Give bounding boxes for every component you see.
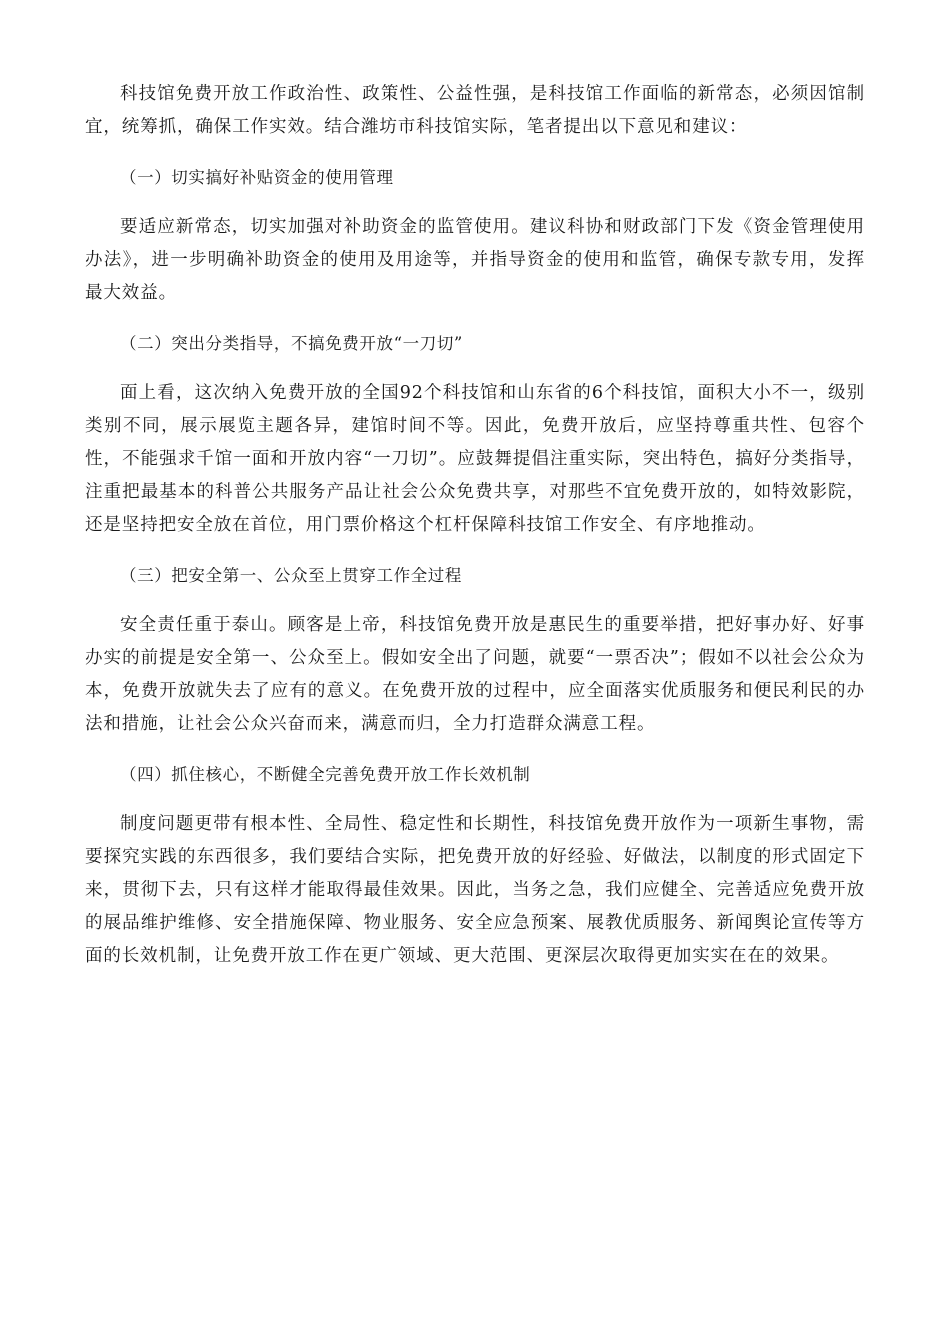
section-heading-1: （一）切实搞好补贴资金的使用管理 — [120, 168, 394, 187]
section-body-2: 面上看，这次纳入免费开放的全国92个科技馆和山东省的6个科技馆，面积大小不一，级别类别不同，展示展览主题各异，建馆时间不等。因此，免费开放后，应坚持尊重共性、包容个性，不能强求千馆一面和开放内容“一刀切”。应鼓舞提倡注重实际，突出特色，搞好分类指导，注重把最基本的科普公共服务产品让社会公众免费共享，对那些不宜免费开放的，如特效影院，还是坚持把安全放在首位，用门票价格这个杠杆保障科技馆工作安全、有序地推动。 — [85, 383, 865, 535]
section-heading-4: （四）抓住核心，不断健全完善免费开放工作长效机制 — [120, 765, 531, 784]
section-heading-3: （三）把安全第一、公众至上贯穿工作全过程 — [120, 566, 462, 585]
intro-paragraph: 科技馆免费开放工作政治性、政策性、公益性强，是科技馆工作面临的新常态，必须因馆制宜，统筹抓，确保工作实效。结合潍坊市科技馆实际，笔者提出以下意见和建议： — [85, 84, 865, 137]
section-heading-2: （二）突出分类指导，不搞免费开放“一刀切” — [120, 334, 463, 353]
section-body-3: 安全责任重于泰山。顾客是上帝，科技馆免费开放是惠民生的重要举措，把好事办好、好事办实的前提是安全第一、公众至上。假如安全出了问题，就要“一票否决”；假如不以社会公众为本，免费开放就失去了应有的意义。在免费开放的过程中，应全面落实优质服务和便民利民的办法和措施，让社会公众兴奋而来，满意而归，全力打造群众满意工程。 — [85, 615, 865, 734]
section-body-1: 要适应新常态，切实加强对补助资金的监管使用。建议科协和财政部门下发《资金管理使用办法》，进一步明确补助资金的使用及用途等，并指导资金的使用和监管，确保专款专用，发挥最大效益。 — [85, 217, 865, 303]
section-body-4: 制度问题更带有根本性、全局性、稳定性和长期性，科技馆免费开放作为一项新生事物，需要探究实践的东西很多，我们要结合实际，把免费开放的好经验、好做法，以制度的形式固定下来，贯彻下去，只有这样才能取得最佳效果。因此，当务之急，我们应健全、完善适应免费开放的展品维护维修、安全措施保障、物业服务、安全应急预案、展教优质服务、新闻舆论宣传等方面的长效机制，让免费开放工作在更广领域、更大范围、更深层次取得更加实实在在的效果。 — [85, 814, 865, 966]
document-page — [85, 78, 865, 973]
